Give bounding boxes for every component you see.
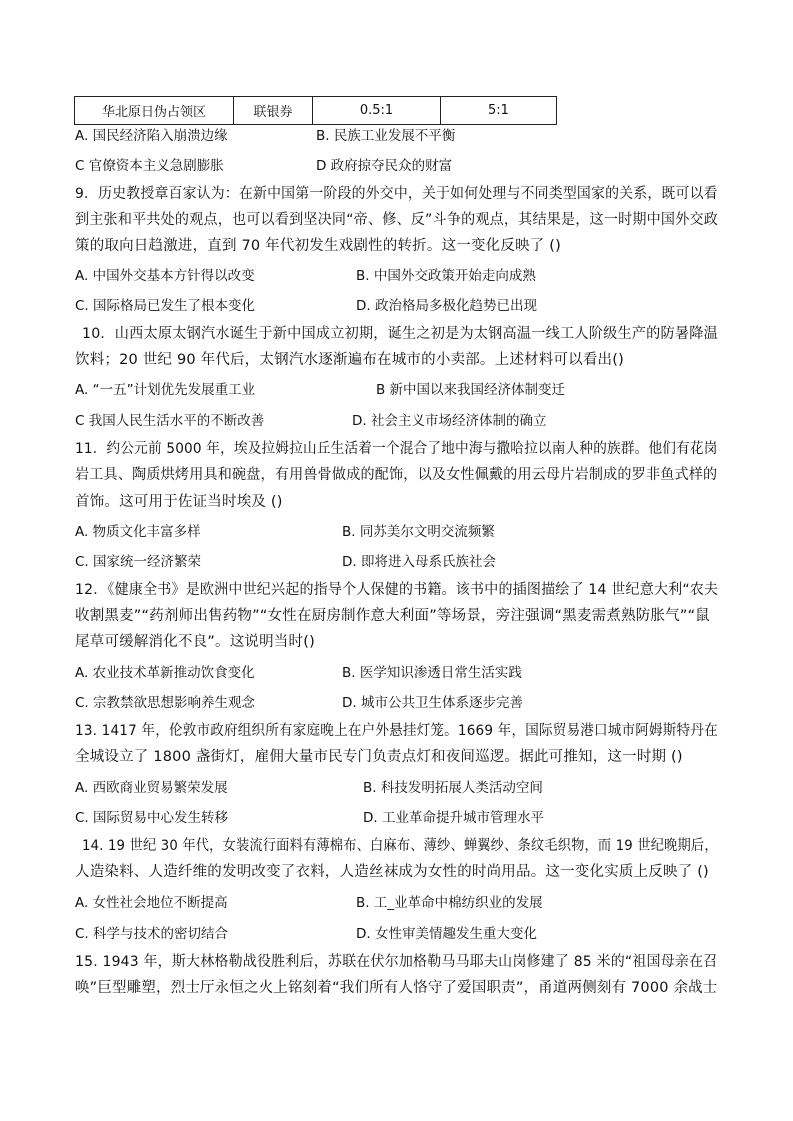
q10-stem-line: 饮料；20 世纪 90 年代后，太钢汽水逐渐遍布在城市的小卖部。上述材料可以看出()	[75, 352, 624, 368]
q10-option-a: A. “一五”计划优先发展重工业	[75, 382, 256, 398]
q11-option-a: A. 物质文化丰富多样	[75, 524, 201, 540]
q8-option-c: C 官僚资本主义急剧膨胀	[75, 158, 224, 174]
q10-option-d: D. 社会主义市场经济体制的确立	[352, 413, 547, 429]
q12-stem-line: 收割黑麦”“药剂师出售药物”“女性在厨房制作意大利面”等场景，旁注强调“黑麦需煮熟防胀气”“鼠	[75, 608, 710, 624]
q15-stem-line: 15. 1943 年，斯大林格勒战役胜利后，苏联在伏尔加格勒马马耶夫山岗修建了 85 米的“祖国母亲在召	[75, 954, 718, 970]
table-cell: 华北原日伪占领区	[75, 97, 234, 125]
q14-option-c: C. 科学与技术的密切结合	[75, 926, 229, 942]
q12-option-a: A. 农业技术革新推动饮食变化	[75, 665, 255, 681]
q9-option-d: D. 政治格局多极化趋势已出现	[356, 298, 537, 314]
q9-option-a: A. 中国外交基本方针得以改变	[75, 268, 255, 284]
q13-option-c: C. 国际贸易中心发生转移	[75, 810, 229, 826]
q13-option-d: D. 工业革命提升城市管理水平	[363, 810, 544, 826]
q14-option-b: B. 工_业革命中棉纺织业的发展	[356, 895, 543, 911]
q12-option-d: D. 城市公共卫生体系逐步完善	[342, 695, 523, 711]
q11-stem-line: 岩工具、陶质烘烤用具和碗盘，有用兽骨做成的配饰，以及女性佩戴的用云母片岩制成的罗非鱼式样的	[75, 467, 718, 483]
q12-option-c: C. 宗教禁欲思想影响养生观念	[75, 695, 256, 711]
q11-option-c: C. 国家统一经济繁荣	[75, 554, 202, 570]
q11-stem-line: 11．约公元前 5000 年，埃及拉姆拉山丘生活着一个混合了地中海与撒哈拉以南人种的族群。他们有花岗	[75, 441, 718, 457]
q13-stem-line: 全城设立了 1800 盏街灯，雇佣大量市民专门负责点灯和夜间巡逻。据此可推知，这一时期 ()	[75, 749, 683, 765]
q9-option-b: B. 中国外交政策开始走向成熟	[356, 268, 536, 284]
q13-stem-line: 13. 1417 年，伦敦市政府组织所有家庭晚上在户外悬挂灯笼。1669 年，国际贸易港口城市阿姆斯特丹在	[75, 723, 718, 739]
q9-stem-line: 策的取向日趋激进，直到 70 年代初发生戏剧性的转折。这一变化反映了 ()	[75, 238, 561, 254]
table-cell: 联银券	[234, 97, 313, 125]
q11-option-d: D. 即将进入母系氏族社会	[342, 554, 496, 570]
q14-stem-line: 人造染料、人造纤维的发明改变了衣料，人造丝袜成为女性的时尚用品。这一变化实质上反映了 ()	[75, 864, 709, 880]
q14-option-a: A. 女性社会地位不断提高	[75, 895, 228, 911]
q8-option-d: D 政府掠夺民众的财富	[316, 158, 453, 174]
q11-option-b: B. 同苏美尔文明交流频繁	[342, 524, 495, 540]
q10-option-b: B 新中国以来我国经济体制变迁	[376, 382, 566, 398]
q14-stem-line: 14. 19 世纪 30 年代，女装流行面料有薄棉布、白麻布、薄纱、蝉翼纱、条纹毛织物，而 19 世纪晚期后，	[82, 838, 718, 854]
q11-stem-line: 首饰。这可用于佐证当时埃及 ()	[75, 494, 283, 510]
q8-option-a: A. 国民经济陷入崩溃边缘	[75, 128, 228, 144]
table-cell: 0.5:1	[313, 97, 441, 125]
q9-stem-line: 9．历史教授章百家认为：在新中国第一阶段的外交中，关于如何处理与不同类型国家的关系，既可以看	[75, 186, 718, 202]
q12-stem-line: 12．《健康全书》是欧洲中世纪兴起的指导个人保健的书籍。该书中的插图描绘了 14 世纪意大利“农夫	[75, 582, 719, 598]
q13-option-a: A. 西欧商业贸易繁荣发展	[75, 780, 228, 796]
q14-option-d: D. 女性审美情趣发生重大变化	[356, 926, 537, 942]
table-cell: 5:1	[441, 97, 557, 125]
q10-option-c: C 我国人民生活水平的不断改善	[75, 413, 265, 429]
q12-stem-line: 尾草可缓解消化不良”。这说明当时()	[75, 634, 315, 650]
q12-option-b: B. 医学知识渗透日常生活实践	[342, 665, 522, 681]
q8-option-b: B. 民族工业发展不平衡	[316, 128, 456, 144]
q13-option-b: B. 科技发明拓展人类活动空间	[363, 780, 543, 796]
q15-stem-line: 唤”巨型雕塑，烈士厅永恒之火上铭刻着“我们所有人恪守了爱国职责”，甬道两侧刻有 7000 余战士	[75, 980, 718, 996]
q9-option-c: C. 国际格局已发生了根本变化	[75, 298, 256, 314]
q10-stem-line: 10．山西太原太钢汽水诞生于新中国成立初期，诞生之初是为太钢高温一线工人阶级生产的防暑降温	[82, 326, 718, 342]
q9-stem-line: 到主张和平共处的观点，也可以看到坚决同“帝、修、反”斗争的观点，其结果是，这一时期中国外交政	[75, 212, 719, 228]
currency-table	[74, 96, 557, 125]
table-row	[75, 97, 557, 125]
